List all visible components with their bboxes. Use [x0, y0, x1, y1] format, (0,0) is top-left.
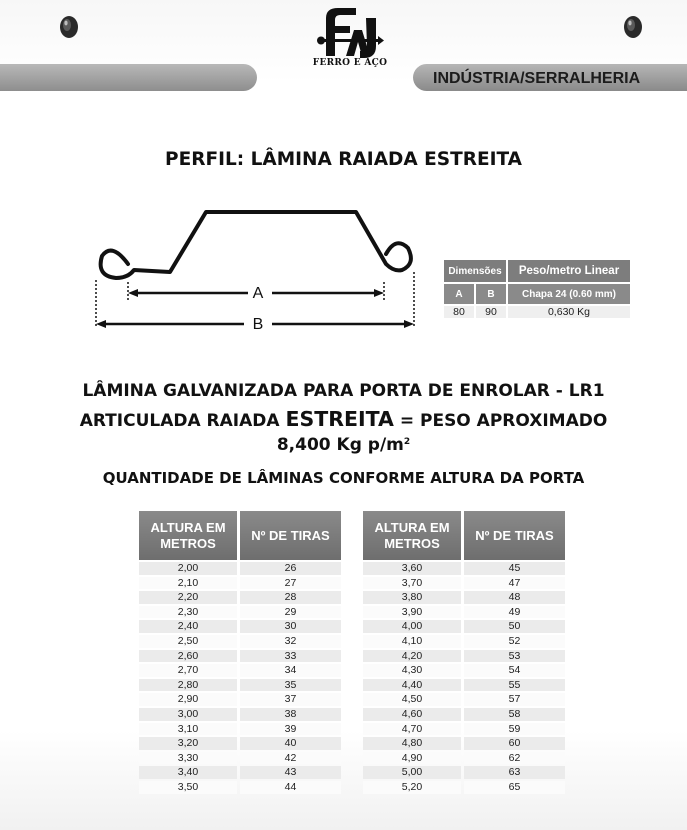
strips-cell: 35: [240, 679, 341, 692]
quantity-table-left: [136, 509, 344, 796]
table-row: [363, 766, 565, 779]
strips-cell: 47: [464, 577, 565, 590]
weight-unit-exponent: 2: [403, 437, 411, 447]
height-cell: 4,70: [363, 723, 461, 736]
table-row: [139, 664, 341, 677]
strips-cell: 29: [240, 606, 341, 619]
strips-cell: 55: [464, 679, 565, 692]
height-cell: 3,30: [139, 752, 237, 765]
table-row: [139, 606, 341, 619]
quantity-heading: QUANTIDADE DE LÂMINAS CONFORME ALTURA DA PORTA: [102, 469, 585, 487]
height-header-line-1: ALTURA EM: [374, 519, 450, 535]
height-cell: 4,30: [363, 664, 461, 677]
strips-cell: 28: [240, 591, 341, 604]
height-cell: 3,90: [363, 606, 461, 619]
table-row: [363, 664, 565, 677]
dimensions-header: Dimensões: [444, 260, 506, 282]
strips-cell: 50: [464, 620, 565, 633]
height-cell: 4,20: [363, 650, 461, 663]
height-header-line-1: ALTURA EM: [150, 519, 226, 535]
description-weight: [0, 435, 687, 455]
col-b-header: B: [476, 284, 506, 304]
strips-cell: 63: [464, 766, 565, 779]
strips-cell: 26: [240, 562, 341, 575]
strips-cell: 49: [464, 606, 565, 619]
strips-cell: 30: [240, 620, 341, 633]
weight-value: 8,400 Kg p/m: [276, 435, 404, 455]
height-cell: 3,10: [139, 723, 237, 736]
table-row: [363, 693, 565, 706]
strips-cell: 48: [464, 591, 565, 604]
table-row: [363, 708, 565, 721]
height-cell: 2,00: [139, 562, 237, 575]
height-cell: 4,40: [363, 679, 461, 692]
height-cell: 5,20: [363, 781, 461, 794]
strips-cell: 45: [464, 562, 565, 575]
strips-cell: 57: [464, 693, 565, 706]
strips-cell: 32: [240, 635, 341, 648]
table-row: [363, 620, 565, 633]
description-line-2-pre: ARTICULADA RAIADA: [79, 411, 280, 431]
value-b: 90: [476, 306, 506, 318]
table-row: [363, 781, 565, 794]
quantity-table-right: [360, 509, 568, 796]
table-row: [139, 708, 341, 721]
table-row: [139, 752, 341, 765]
table-row: [363, 635, 565, 648]
strips-cell: 53: [464, 650, 565, 663]
table-row: [139, 577, 341, 590]
height-cell: 2,50: [139, 635, 237, 648]
sheet-header: Chapa 24 (0.60 mm): [508, 284, 630, 304]
height-cell: 3,40: [139, 766, 237, 779]
height-cell: 3,60: [363, 562, 461, 575]
table-row: [139, 635, 341, 648]
table-row: [139, 723, 341, 736]
height-cell: 3,00: [139, 708, 237, 721]
header-bar-left: [0, 64, 257, 91]
height-cell: 2,70: [139, 664, 237, 677]
table-row: [363, 679, 565, 692]
height-cell: 3,80: [363, 591, 461, 604]
height-cell: 2,20: [139, 591, 237, 604]
strips-cell: 37: [240, 693, 341, 706]
dimension-label-b: B: [252, 316, 264, 333]
table-row: [363, 737, 565, 750]
height-cell: 2,80: [139, 679, 237, 692]
screw-icon: [622, 14, 644, 40]
strips-cell: 52: [464, 635, 565, 648]
strips-cell: 54: [464, 664, 565, 677]
weight-header: Peso/metro Linear: [508, 260, 630, 282]
height-cell: 2,30: [139, 606, 237, 619]
screw-icon: [58, 14, 80, 40]
section-label: INDÚSTRIA/SERRALHERIA: [433, 70, 641, 87]
table-row: [139, 620, 341, 633]
height-cell: 2,10: [139, 577, 237, 590]
strips-cell: 58: [464, 708, 565, 721]
height-cell: 2,40: [139, 620, 237, 633]
description-line-2: [0, 407, 687, 431]
height-column-header: [139, 511, 237, 560]
table-row: [139, 679, 341, 692]
table-row: [363, 562, 565, 575]
height-cell: 4,10: [363, 635, 461, 648]
strips-cell: 59: [464, 723, 565, 736]
strips-cell: 42: [240, 752, 341, 765]
height-cell: 3,20: [139, 737, 237, 750]
strips-cell: 38: [240, 708, 341, 721]
height-cell: 4,60: [363, 708, 461, 721]
table-row: [139, 693, 341, 706]
height-column-header: [363, 511, 461, 560]
description-line-1: LÂMINA GALVANIZADA PARA PORTA DE ENROLAR - LR1: [82, 381, 605, 401]
height-cell: 4,50: [363, 693, 461, 706]
table-row: [363, 752, 565, 765]
table-row: [139, 591, 341, 604]
strips-cell: 60: [464, 737, 565, 750]
table-row: [363, 591, 565, 604]
height-cell: 2,60: [139, 650, 237, 663]
strips-cell: 39: [240, 723, 341, 736]
profile-title: PERFIL: LÂMINA RAIADA ESTREITA: [165, 149, 522, 170]
height-cell: 4,00: [363, 620, 461, 633]
table-row: [139, 650, 341, 663]
height-cell: 2,90: [139, 693, 237, 706]
table-row: [139, 781, 341, 794]
table-row: [363, 723, 565, 736]
strips-cell: 44: [240, 781, 341, 794]
table-row: [139, 737, 341, 750]
value-a: 80: [444, 306, 474, 318]
height-cell: 4,80: [363, 737, 461, 750]
col-a-header: A: [444, 284, 474, 304]
height-cell: 3,70: [363, 577, 461, 590]
height-cell: 5,00: [363, 766, 461, 779]
height-header-line-2: METROS: [160, 535, 216, 551]
height-cell: 3,50: [139, 781, 237, 794]
table-row: [363, 650, 565, 663]
table-row: [139, 562, 341, 575]
strips-cell: 40: [240, 737, 341, 750]
strips-column-header: Nº DE TIRAS: [240, 511, 341, 560]
strips-cell: 65: [464, 781, 565, 794]
strips-cell: 34: [240, 664, 341, 677]
description-line-2-post: = PESO APROXIMADO: [399, 411, 608, 431]
strips-cell: 43: [240, 766, 341, 779]
logo-caption: FERRO E AÇO: [312, 58, 388, 68]
table-row: [363, 577, 565, 590]
strips-cell: 33: [240, 650, 341, 663]
dimension-label-a: A: [252, 285, 264, 302]
strips-cell: 27: [240, 577, 341, 590]
dimensions-table: [442, 258, 632, 320]
value-weight: 0,630 Kg: [508, 306, 630, 318]
strips-cell: 62: [464, 752, 565, 765]
table-row: [363, 606, 565, 619]
profile-diagram: [88, 200, 428, 340]
strips-column-header: Nº DE TIRAS: [464, 511, 565, 560]
height-header-line-2: METROS: [384, 535, 440, 551]
description-line-2-emphasis: ESTREITA: [285, 407, 394, 431]
table-row: [139, 766, 341, 779]
height-cell: 4,90: [363, 752, 461, 765]
